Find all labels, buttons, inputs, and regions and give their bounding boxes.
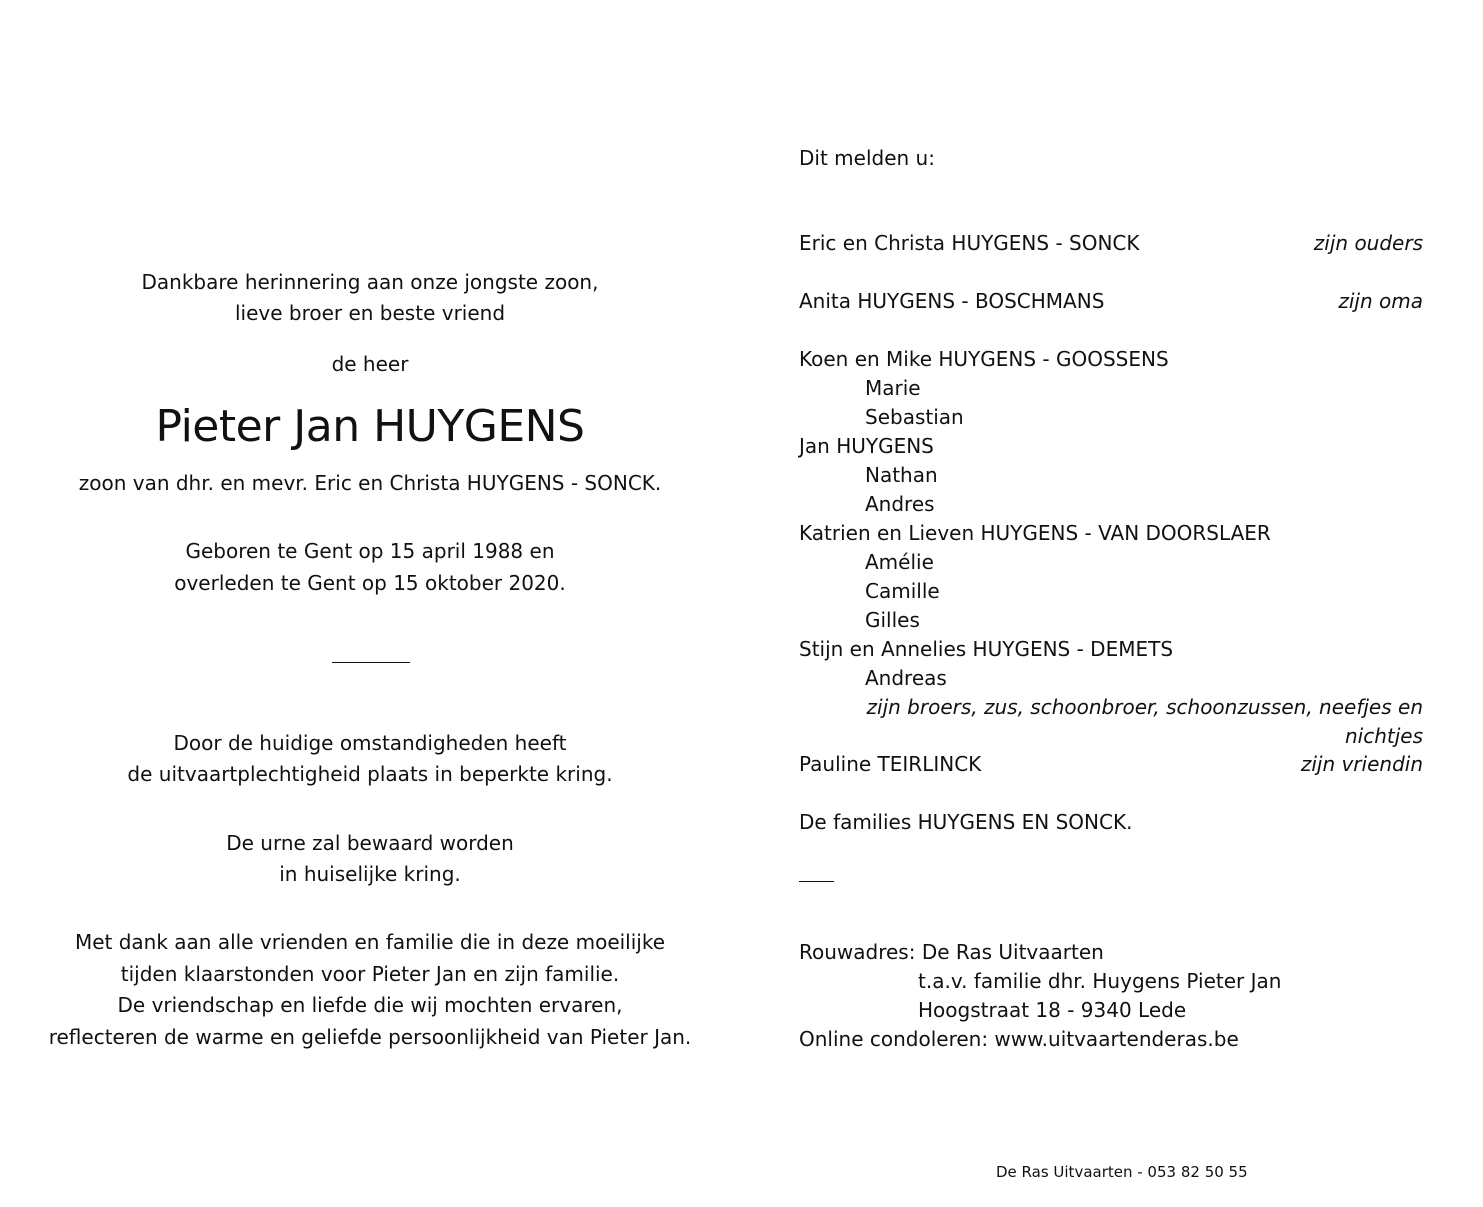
sibling-child: Amélie [865,550,934,574]
intro-line-2: lieve broer en beste vriend [234,301,506,325]
grandmother-row [799,287,1423,316]
honorific: de heer [331,352,409,376]
family-list [799,0,1423,1207]
grandmother-role: zijn oma [1338,289,1423,313]
urn-line-1: De urne zal bewaard worden [226,831,514,855]
death-line: overleden te Gent op 15 oktober 2020. [174,571,566,595]
address-line-1: Rouwadres: De Ras Uitvaarten [799,940,1104,964]
left-separator [332,662,410,663]
sibling-child: Gilles [865,608,920,632]
right-separator [799,881,834,882]
footer-contact: De Ras Uitvaarten - 053 82 50 55 [996,1163,1248,1181]
sibling-child: Marie [865,376,921,400]
son-of-line: zoon van dhr. en mevr. Eric en Christa HUYGENS - SONCK. [78,471,662,495]
siblings-role: zijn broers, zus, schoonbroer, schoonzussen, neefjes en nichtjes [866,695,1423,748]
parents-row [799,229,1423,258]
birth-line: Geboren te Gent op 15 april 1988 en [185,539,555,563]
deceased-name: Pieter Jan HUYGENS [155,401,585,452]
parents-role: zijn ouders [1313,231,1423,255]
sibling-child: Nathan [865,463,938,487]
thanks-line-3: De vriendschap en liefde die wij mochten ervaren, [117,993,623,1017]
funeral-line-2: de uitvaartplechtigheid plaats in beperkte kring. [127,762,613,786]
condolences-line: Online condoleren: www.uitvaartenderas.be [799,1027,1239,1051]
thanks-line-1: Met dank aan alle vrienden en familie die in deze moeilijke [74,930,666,954]
families-line: De families HUYGENS EN SONCK. [799,810,1133,834]
girlfriend-row [799,750,1423,779]
address-line-3: Hoogstraat 18 - 9340 Lede [918,998,1187,1022]
sibling-child: Andres [865,492,935,516]
sibling-names: Koen en Mike HUYGENS - GOOSSENS [799,347,1169,371]
intro-line-1: Dankbare herinnering aan onze jongste zoon, [141,270,599,294]
sibling-child: Camille [865,579,940,603]
urn-line-2: in huiselijke kring. [279,862,461,886]
girlfriend-role: zijn vriendin [1300,752,1423,776]
sibling-names: Stijn en Annelies HUYGENS - DEMETS [799,637,1174,661]
sibling-child: Sebastian [865,405,964,429]
announce-line: Dit melden u: [799,146,935,170]
funeral-line-1: Door de huidige omstandigheden heeft [173,731,567,755]
address-line-2: t.a.v. familie dhr. Huygens Pieter Jan [918,969,1282,993]
girlfriend-names: Pauline TEIRLINCK [799,752,982,776]
thanks-line-4: reflecteren de warme en geliefde persoonlijkheid van Pieter Jan. [48,1025,692,1049]
sibling-names: Jan HUYGENS [799,434,934,458]
sibling-names: Katrien en Lieven HUYGENS - VAN DOORSLAER [799,521,1271,545]
grandmother-names: Anita HUYGENS - BOSCHMANS [799,289,1105,313]
thanks-line-2: tijden klaarstonden voor Pieter Jan en zijn familie. [120,962,620,986]
parents-names: Eric en Christa HUYGENS - SONCK [799,231,1140,255]
sibling-child: Andreas [865,666,947,690]
